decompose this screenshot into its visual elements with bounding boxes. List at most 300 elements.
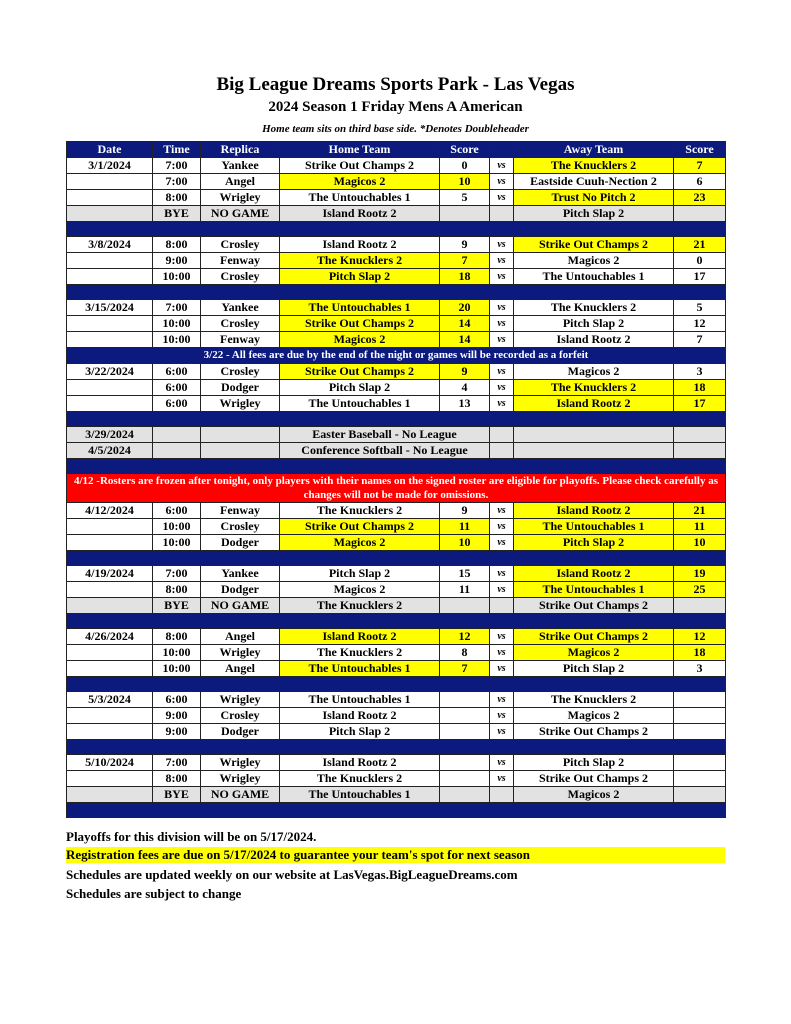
separator-cell — [67, 614, 726, 629]
date-cell — [67, 269, 153, 285]
separator-cell — [67, 285, 726, 300]
home-score-cell: 10 — [440, 535, 490, 551]
vs-cell — [490, 427, 514, 443]
home-team-cell: The Untouchables 1 — [280, 300, 440, 316]
bye-row — [67, 598, 726, 614]
home-team-cell: The Untouchables 1 — [280, 692, 440, 708]
subject-note: Schedules are subject to change — [66, 886, 242, 901]
away-team-cell: Magicos 2 — [514, 787, 674, 803]
away-score-cell: 6 — [674, 174, 726, 190]
replica-cell: Wrigley — [201, 771, 280, 787]
replica-cell: Angel — [201, 174, 280, 190]
away-score-cell: 5 — [674, 300, 726, 316]
away-team-cell: The Untouchables 1 — [514, 582, 674, 598]
bye-row — [67, 787, 726, 803]
replica-cell: Crosley — [201, 364, 280, 380]
time-cell: 10:00 — [153, 645, 201, 661]
vs-cell: vs — [490, 174, 514, 190]
home-score-cell — [440, 724, 490, 740]
schedule-table — [66, 141, 726, 818]
replica-cell: Crosley — [201, 708, 280, 724]
away-team-cell: Magicos 2 — [514, 364, 674, 380]
replica-cell: NO GAME — [201, 206, 280, 222]
date-cell: 3/15/2024 — [67, 300, 153, 316]
away-team-cell: Strike Out Champs 2 — [514, 629, 674, 645]
vs-cell: vs — [490, 566, 514, 582]
home-score-cell: 18 — [440, 269, 490, 285]
separator-cell — [67, 677, 726, 692]
date-cell — [67, 380, 153, 396]
time-cell: 10:00 — [153, 519, 201, 535]
away-score-cell: 21 — [674, 237, 726, 253]
no-league-row — [67, 443, 726, 459]
game-row — [67, 566, 726, 582]
home-score-cell: 11 — [440, 519, 490, 535]
time-cell: 7:00 — [153, 158, 201, 174]
replica-cell: Dodger — [201, 724, 280, 740]
date-cell — [67, 645, 153, 661]
home-score-cell: 9 — [440, 364, 490, 380]
home-team-cell: Pitch Slap 2 — [280, 380, 440, 396]
replica-cell: Fenway — [201, 253, 280, 269]
vs-cell: vs — [490, 190, 514, 206]
away-score-cell: 10 — [674, 535, 726, 551]
replica-cell — [201, 427, 280, 443]
vs-cell: vs — [490, 645, 514, 661]
home-team-cell: The Knucklers 2 — [280, 598, 440, 614]
game-row — [67, 771, 726, 787]
vs-cell: vs — [490, 503, 514, 519]
separator-row — [67, 803, 726, 818]
playoffs-note: Playoffs for this division will be on 5/17/2024. — [66, 829, 317, 844]
away-score-cell — [674, 692, 726, 708]
home-team-cell: The Untouchables 1 — [280, 190, 440, 206]
away-score-cell — [674, 708, 726, 724]
website-note: Schedules are updated weekly on our website at LasVegas.BigLeagueDreams.com — [66, 867, 518, 882]
away-score-cell: 18 — [674, 645, 726, 661]
date-cell — [67, 598, 153, 614]
home-team-cell: The Knucklers 2 — [280, 645, 440, 661]
time-cell: BYE — [153, 598, 201, 614]
schedule-body — [67, 158, 726, 818]
col-replica: Replica — [201, 142, 280, 158]
replica-cell: Angel — [201, 661, 280, 677]
separator-cell — [67, 222, 726, 237]
home-score-cell — [440, 598, 490, 614]
time-cell: 6:00 — [153, 364, 201, 380]
replica-cell: Crosley — [201, 237, 280, 253]
away-team-cell: The Knucklers 2 — [514, 692, 674, 708]
col-time: Time — [153, 142, 201, 158]
replica-cell: Crosley — [201, 269, 280, 285]
home-team-cell: Magicos 2 — [280, 174, 440, 190]
vs-cell: vs — [490, 535, 514, 551]
time-cell: 6:00 — [153, 503, 201, 519]
away-team-cell: Strike Out Champs 2 — [514, 598, 674, 614]
vs-cell — [490, 787, 514, 803]
time-cell: 7:00 — [153, 755, 201, 771]
time-cell: 8:00 — [153, 237, 201, 253]
time-cell: 9:00 — [153, 708, 201, 724]
home-score-cell — [440, 787, 490, 803]
game-row — [67, 174, 726, 190]
game-row — [67, 582, 726, 598]
game-row — [67, 645, 726, 661]
game-row — [67, 661, 726, 677]
home-team-cell: Island Rootz 2 — [280, 629, 440, 645]
home-team-cell: Strike Out Champs 2 — [280, 158, 440, 174]
time-cell: 10:00 — [153, 269, 201, 285]
game-row — [67, 269, 726, 285]
vs-cell: vs — [490, 661, 514, 677]
away-team-cell: Pitch Slap 2 — [514, 755, 674, 771]
date-cell — [67, 519, 153, 535]
home-score-cell — [440, 771, 490, 787]
home-score-cell — [440, 206, 490, 222]
separator-row — [67, 459, 726, 474]
away-team-cell: Island Rootz 2 — [514, 396, 674, 412]
separator-cell — [67, 459, 726, 474]
away-team-cell: Strike Out Champs 2 — [514, 724, 674, 740]
separator-cell — [67, 803, 726, 818]
home-team-cell: Magicos 2 — [280, 332, 440, 348]
replica-cell: Fenway — [201, 503, 280, 519]
date-cell — [67, 316, 153, 332]
home-team-cell: Island Rootz 2 — [280, 206, 440, 222]
time-cell — [153, 427, 201, 443]
replica-cell: Angel — [201, 629, 280, 645]
replica-cell: Crosley — [201, 519, 280, 535]
time-cell: 8:00 — [153, 771, 201, 787]
away-team-cell: Strike Out Champs 2 — [514, 771, 674, 787]
away-team-cell: The Untouchables 1 — [514, 519, 674, 535]
time-cell: 8:00 — [153, 190, 201, 206]
home-team-cell: The Untouchables 1 — [280, 787, 440, 803]
page-title: Big League Dreams Sports Park - Las Vegas — [216, 74, 575, 95]
date-cell — [67, 771, 153, 787]
away-score-cell — [674, 771, 726, 787]
time-cell — [153, 443, 201, 459]
home-score-cell — [440, 755, 490, 771]
away-team-cell: Eastside Cuuh-Nection 2 — [514, 174, 674, 190]
away-team-cell: Island Rootz 2 — [514, 566, 674, 582]
home-score-cell: 5 — [440, 190, 490, 206]
no-league-row — [67, 427, 726, 443]
home-score-cell: 14 — [440, 332, 490, 348]
no-league-text: Easter Baseball - No League — [280, 427, 490, 443]
separator-cell — [67, 412, 726, 427]
away-team-cell: Pitch Slap 2 — [514, 661, 674, 677]
no-league-text: Conference Softball - No League — [280, 443, 490, 459]
game-row — [67, 237, 726, 253]
date-cell — [67, 396, 153, 412]
home-score-cell: 11 — [440, 582, 490, 598]
date-cell: 4/19/2024 — [67, 566, 153, 582]
game-row — [67, 708, 726, 724]
game-row — [67, 535, 726, 551]
away-score-cell — [674, 755, 726, 771]
home-team-cell: Island Rootz 2 — [280, 237, 440, 253]
home-score-cell: 0 — [440, 158, 490, 174]
date-cell — [67, 190, 153, 206]
home-score-cell — [440, 692, 490, 708]
separator-cell — [67, 551, 726, 566]
separator-row — [67, 677, 726, 692]
vs-cell: vs — [490, 269, 514, 285]
replica-cell: Wrigley — [201, 396, 280, 412]
away-score-cell — [674, 724, 726, 740]
home-score-cell: 7 — [440, 253, 490, 269]
replica-cell: Fenway — [201, 332, 280, 348]
separator-row — [67, 222, 726, 237]
vs-cell: vs — [490, 692, 514, 708]
vs-cell: vs — [490, 629, 514, 645]
date-cell: 4/12/2024 — [67, 503, 153, 519]
home-score-cell: 9 — [440, 503, 490, 519]
time-cell: 7:00 — [153, 174, 201, 190]
away-score-cell: 17 — [674, 269, 726, 285]
home-team-cell: Strike Out Champs 2 — [280, 519, 440, 535]
col-away-score: Score — [674, 142, 726, 158]
away-team-cell: Pitch Slap 2 — [514, 535, 674, 551]
home-score-cell: 4 — [440, 380, 490, 396]
away-team-cell: Island Rootz 2 — [514, 332, 674, 348]
vs-cell: vs — [490, 364, 514, 380]
game-row — [67, 316, 726, 332]
vs-cell: vs — [490, 300, 514, 316]
game-row — [67, 158, 726, 174]
away-team-cell: Trust No Pitch 2 — [514, 190, 674, 206]
time-cell: 8:00 — [153, 582, 201, 598]
game-row — [67, 519, 726, 535]
vs-cell: vs — [490, 253, 514, 269]
replica-cell: Wrigley — [201, 190, 280, 206]
away-score-cell — [674, 443, 726, 459]
away-team-cell: Pitch Slap 2 — [514, 206, 674, 222]
date-cell: 3/22/2024 — [67, 364, 153, 380]
separator-cell — [67, 740, 726, 755]
home-team-cell: The Untouchables 1 — [280, 661, 440, 677]
bye-row — [67, 206, 726, 222]
away-score-cell: 11 — [674, 519, 726, 535]
away-team-cell: Magicos 2 — [514, 645, 674, 661]
col-home-score: Score — [440, 142, 490, 158]
vs-cell — [490, 598, 514, 614]
game-row — [67, 629, 726, 645]
vs-cell: vs — [490, 519, 514, 535]
separator-row — [67, 551, 726, 566]
replica-cell: Dodger — [201, 582, 280, 598]
game-row — [67, 190, 726, 206]
away-score-cell: 19 — [674, 566, 726, 582]
game-row — [67, 332, 726, 348]
time-cell: 6:00 — [153, 396, 201, 412]
notice-row — [67, 348, 726, 364]
time-cell: 10:00 — [153, 332, 201, 348]
home-score-cell: 8 — [440, 645, 490, 661]
date-cell: 5/3/2024 — [67, 692, 153, 708]
home-score-cell: 14 — [440, 316, 490, 332]
date-cell: 4/26/2024 — [67, 629, 153, 645]
replica-cell: Dodger — [201, 380, 280, 396]
replica-cell: Wrigley — [201, 755, 280, 771]
away-team-cell: The Untouchables 1 — [514, 269, 674, 285]
away-team-cell: Pitch Slap 2 — [514, 316, 674, 332]
registration-note: Registration fees are due on 5/17/2024 to guarantee your team's spot for next season — [66, 847, 725, 863]
date-cell — [67, 535, 153, 551]
date-cell: 3/1/2024 — [67, 158, 153, 174]
time-cell: 10:00 — [153, 661, 201, 677]
home-team-cell: The Knucklers 2 — [280, 503, 440, 519]
home-score-cell: 9 — [440, 237, 490, 253]
game-row — [67, 503, 726, 519]
replica-cell — [201, 443, 280, 459]
vs-cell — [490, 443, 514, 459]
time-cell: 10:00 — [153, 535, 201, 551]
date-cell — [67, 174, 153, 190]
home-score-cell: 7 — [440, 661, 490, 677]
game-row — [67, 380, 726, 396]
away-team-cell — [514, 443, 674, 459]
game-row — [67, 755, 726, 771]
header-row — [67, 142, 726, 158]
replica-cell: Wrigley — [201, 645, 280, 661]
time-cell: 9:00 — [153, 724, 201, 740]
away-score-cell: 7 — [674, 158, 726, 174]
vs-cell: vs — [490, 708, 514, 724]
date-cell: 3/29/2024 — [67, 427, 153, 443]
replica-cell: Crosley — [201, 316, 280, 332]
vs-cell: vs — [490, 380, 514, 396]
away-team-cell: The Knucklers 2 — [514, 158, 674, 174]
home-team-cell: Magicos 2 — [280, 582, 440, 598]
away-team-cell: Island Rootz 2 — [514, 503, 674, 519]
away-team-cell: Magicos 2 — [514, 253, 674, 269]
separator-row — [67, 740, 726, 755]
away-team-cell: Magicos 2 — [514, 708, 674, 724]
time-cell: 8:00 — [153, 629, 201, 645]
away-score-cell — [674, 598, 726, 614]
separator-row — [67, 614, 726, 629]
date-cell — [67, 332, 153, 348]
home-score-cell: 12 — [440, 629, 490, 645]
alert-text: 4/12 -Rosters are frozen after tonight, only players with their names on the signed roster are eligible for playoffs. Please check carefully as changes will not be made for omissions. — [67, 474, 726, 503]
away-team-cell — [514, 427, 674, 443]
away-team-cell: The Knucklers 2 — [514, 300, 674, 316]
alert-row — [67, 474, 726, 503]
home-team-cell: Strike Out Champs 2 — [280, 316, 440, 332]
col-date: Date — [67, 142, 153, 158]
date-cell — [67, 787, 153, 803]
time-cell: 7:00 — [153, 566, 201, 582]
col-home-team: Home Team — [280, 142, 440, 158]
time-cell: 6:00 — [153, 692, 201, 708]
away-score-cell: 17 — [674, 396, 726, 412]
home-score-cell: 15 — [440, 566, 490, 582]
away-score-cell: 21 — [674, 503, 726, 519]
date-cell — [67, 206, 153, 222]
time-cell: 6:00 — [153, 380, 201, 396]
replica-cell: NO GAME — [201, 598, 280, 614]
away-score-cell — [674, 787, 726, 803]
replica-cell: Yankee — [201, 566, 280, 582]
replica-cell: NO GAME — [201, 787, 280, 803]
away-score-cell: 3 — [674, 364, 726, 380]
home-score-cell — [440, 708, 490, 724]
date-cell — [67, 661, 153, 677]
vs-cell: vs — [490, 237, 514, 253]
replica-cell: Wrigley — [201, 692, 280, 708]
home-team-cell: Strike Out Champs 2 — [280, 364, 440, 380]
replica-cell: Yankee — [201, 300, 280, 316]
home-team-cell: The Untouchables 1 — [280, 396, 440, 412]
away-score-cell: 12 — [674, 316, 726, 332]
page-subtitle: 2024 Season 1 Friday Mens A American — [268, 99, 523, 115]
home-team-cell: Pitch Slap 2 — [280, 566, 440, 582]
time-cell: 9:00 — [153, 253, 201, 269]
game-row — [67, 692, 726, 708]
date-cell — [67, 708, 153, 724]
vs-cell: vs — [490, 332, 514, 348]
game-row — [67, 364, 726, 380]
away-team-cell: The Knucklers 2 — [514, 380, 674, 396]
game-row — [67, 300, 726, 316]
away-score-cell: 18 — [674, 380, 726, 396]
away-score-cell: 23 — [674, 190, 726, 206]
vs-cell: vs — [490, 755, 514, 771]
date-cell — [67, 582, 153, 598]
home-team-cell: The Knucklers 2 — [280, 253, 440, 269]
time-cell: BYE — [153, 206, 201, 222]
date-cell: 3/8/2024 — [67, 237, 153, 253]
home-team-cell: Island Rootz 2 — [280, 708, 440, 724]
away-score-cell: 25 — [674, 582, 726, 598]
date-cell: 5/10/2024 — [67, 755, 153, 771]
home-team-cell: Pitch Slap 2 — [280, 724, 440, 740]
vs-cell: vs — [490, 724, 514, 740]
separator-row — [67, 285, 726, 300]
away-score-cell: 0 — [674, 253, 726, 269]
home-team-cell: Pitch Slap 2 — [280, 269, 440, 285]
vs-cell: vs — [490, 158, 514, 174]
time-cell: 10:00 — [153, 316, 201, 332]
home-team-cell: Island Rootz 2 — [280, 755, 440, 771]
home-team-cell: The Knucklers 2 — [280, 771, 440, 787]
game-row — [67, 396, 726, 412]
vs-cell: vs — [490, 771, 514, 787]
date-cell — [67, 724, 153, 740]
home-score-cell: 10 — [440, 174, 490, 190]
away-score-cell: 7 — [674, 332, 726, 348]
page-note: Home team sits on third base side. *Denotes Doubleheader — [262, 123, 529, 135]
vs-cell: vs — [490, 316, 514, 332]
notice-text: 3/22 - All fees are due by the end of the night or games will be recorded as a forfeit — [67, 348, 726, 364]
away-score-cell — [674, 427, 726, 443]
away-score-cell: 3 — [674, 661, 726, 677]
vs-cell: vs — [490, 396, 514, 412]
away-score-cell — [674, 206, 726, 222]
game-row — [67, 724, 726, 740]
col-away-team: Away Team — [514, 142, 674, 158]
replica-cell: Yankee — [201, 158, 280, 174]
date-cell: 4/5/2024 — [67, 443, 153, 459]
time-cell: 7:00 — [153, 300, 201, 316]
vs-cell: vs — [490, 582, 514, 598]
date-cell — [67, 253, 153, 269]
home-team-cell: Magicos 2 — [280, 535, 440, 551]
vs-cell — [490, 206, 514, 222]
away-score-cell: 12 — [674, 629, 726, 645]
